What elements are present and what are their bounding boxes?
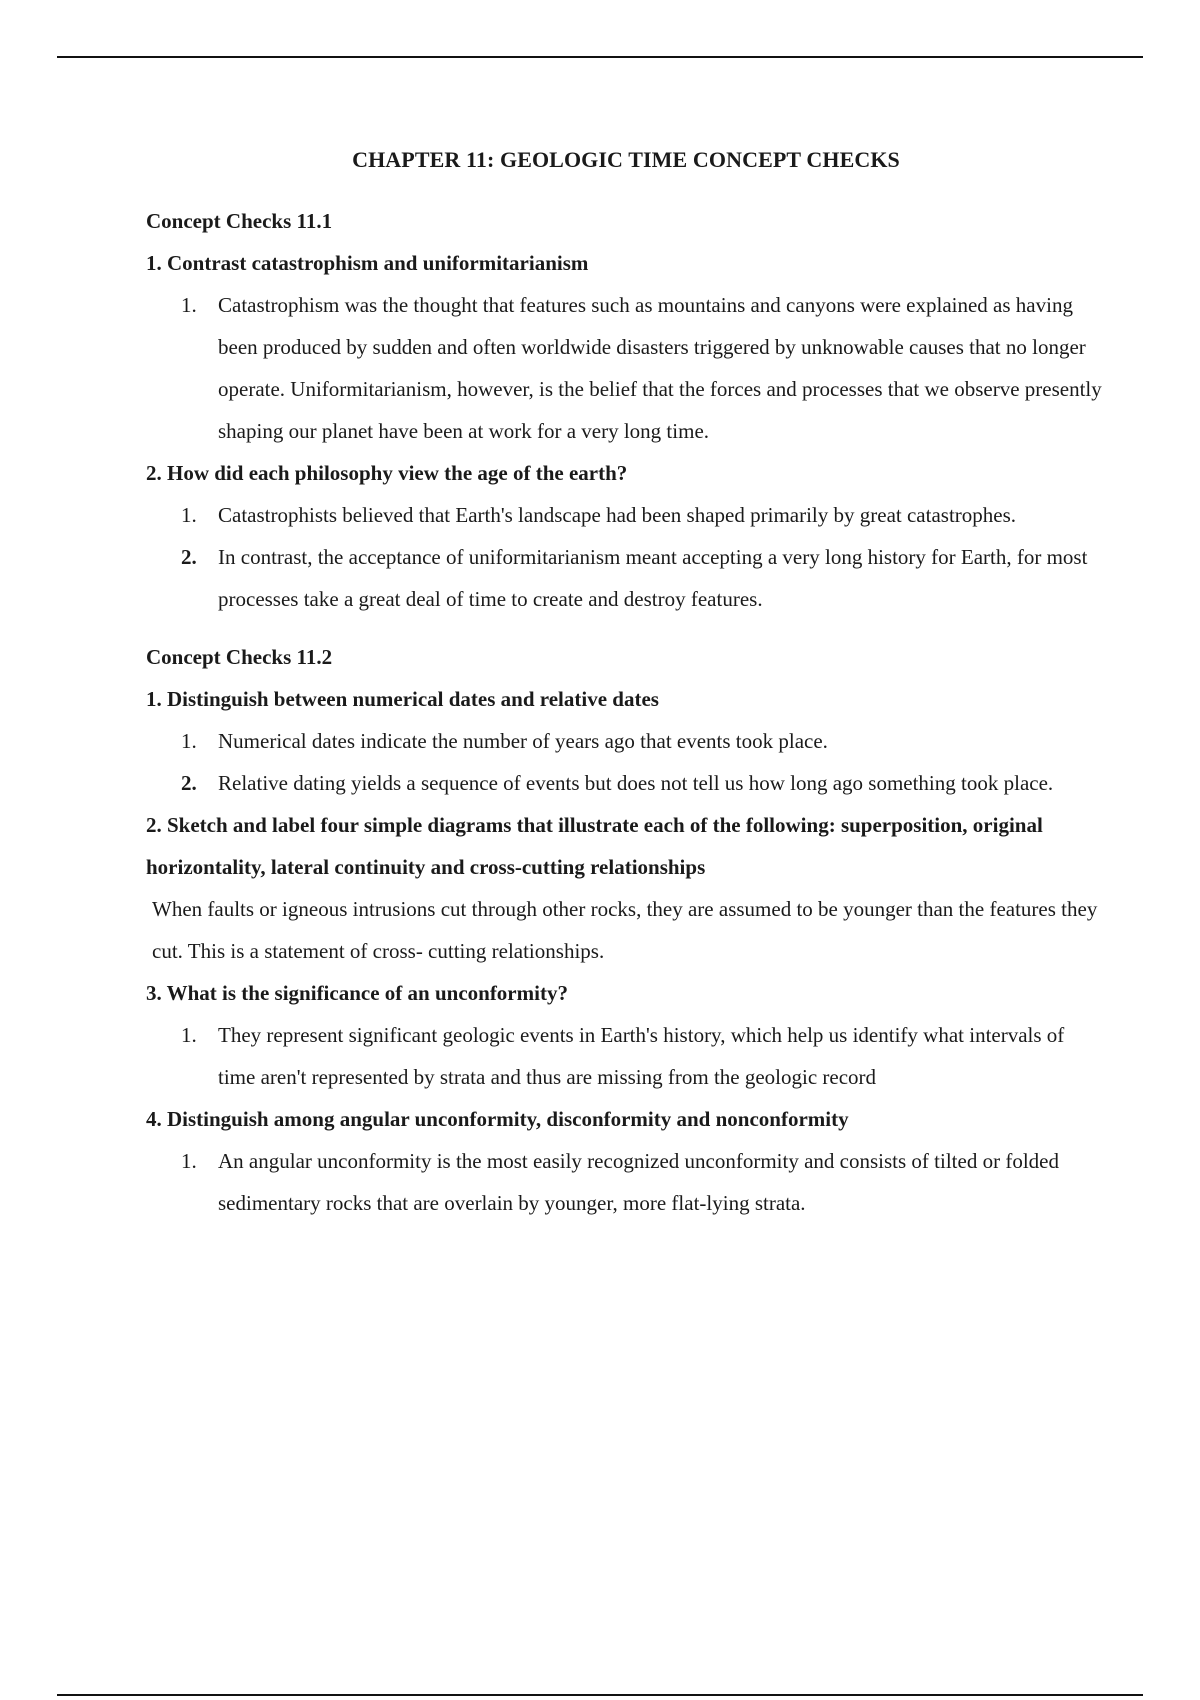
- answer-list: [146, 494, 1106, 620]
- list-item-number: 2.: [181, 771, 197, 795]
- question-heading: 1. Contrast catastrophism and uniformitarianism: [146, 251, 589, 275]
- list-item-number: 1.: [181, 729, 197, 753]
- list-item: [181, 762, 1106, 804]
- document-title: CHAPTER 11: GEOLOGIC TIME CONCEPT CHECKS: [352, 147, 900, 172]
- list-item-number: 1.: [181, 1149, 197, 1173]
- list-item-text: Numerical dates indicate the number of years ago that events took place.: [218, 729, 828, 753]
- top-rule: [57, 56, 1143, 58]
- list-item: [181, 536, 1106, 620]
- answer-list: [146, 720, 1106, 804]
- question-heading: 2. How did each philosophy view the age of the earth?: [146, 461, 628, 485]
- question-heading: 2. Sketch and label four simple diagrams that illustrate each of the following: superposition, original horizontality, lateral continuity and cross-cutting relationships: [146, 813, 1043, 879]
- list-item: [181, 1140, 1106, 1224]
- question-heading: 4. Distinguish among angular unconformity, disconformity and nonconformity: [146, 1107, 849, 1131]
- list-item-text: Relative dating yields a sequence of events but does not tell us how long ago something took place.: [218, 771, 1054, 795]
- list-item-text: They represent significant geologic events in Earth's history, which help us identify what intervals of time aren't represented by strata and thus are missing from the geologic record: [218, 1023, 1065, 1089]
- answer-paragraph: When faults or igneous intrusions cut through other rocks, they are assumed to be younger than the features they cut. This is a statement of cross- cutting relationships.: [152, 897, 1098, 963]
- section-concept-checks-11-2: [146, 636, 1106, 1224]
- section-concept-checks-11-1: [146, 200, 1106, 620]
- list-item: [181, 1014, 1106, 1098]
- list-item-text: In contrast, the acceptance of uniformitarianism meant accepting a very long history for Earth, for most processes take a great deal of time to create and destroy features.: [218, 545, 1088, 611]
- bottom-rule: [57, 1694, 1143, 1696]
- list-item-text: Catastrophists believed that Earth's landscape had been shaped primarily by great catastrophes.: [218, 503, 1017, 527]
- list-item-number: 1.: [181, 1023, 197, 1047]
- answer-list: [146, 1140, 1106, 1224]
- list-item-text: Catastrophism was the thought that features such as mountains and canyons were explained as having been produced by sudden and often worldwide disasters triggered by unknowable causes that no longer operate. Uniformitarianism, however, is the belief that the forces and processes that we observe presently shaping our planet have been at work for a very long time.: [218, 293, 1102, 443]
- list-item: [181, 494, 1106, 536]
- list-item: [181, 720, 1106, 762]
- answer-list: [146, 1014, 1106, 1098]
- question-heading: 3. What is the significance of an unconformity?: [146, 981, 568, 1005]
- list-item-text: An angular unconformity is the most easily recognized unconformity and consists of tilted or folded sedimentary rocks that are overlain by younger, more flat-lying strata.: [218, 1149, 1059, 1215]
- list-item-number: 2.: [181, 545, 197, 569]
- section-heading: Concept Checks 11.1: [146, 209, 333, 233]
- answer-list: [146, 284, 1106, 452]
- document-body: [146, 140, 1106, 1224]
- list-item-number: 1.: [181, 293, 197, 317]
- section-heading: Concept Checks 11.2: [146, 645, 333, 669]
- list-item-number: 1.: [181, 503, 197, 527]
- question-heading: 1. Distinguish between numerical dates and relative dates: [146, 687, 659, 711]
- list-item: [181, 284, 1106, 452]
